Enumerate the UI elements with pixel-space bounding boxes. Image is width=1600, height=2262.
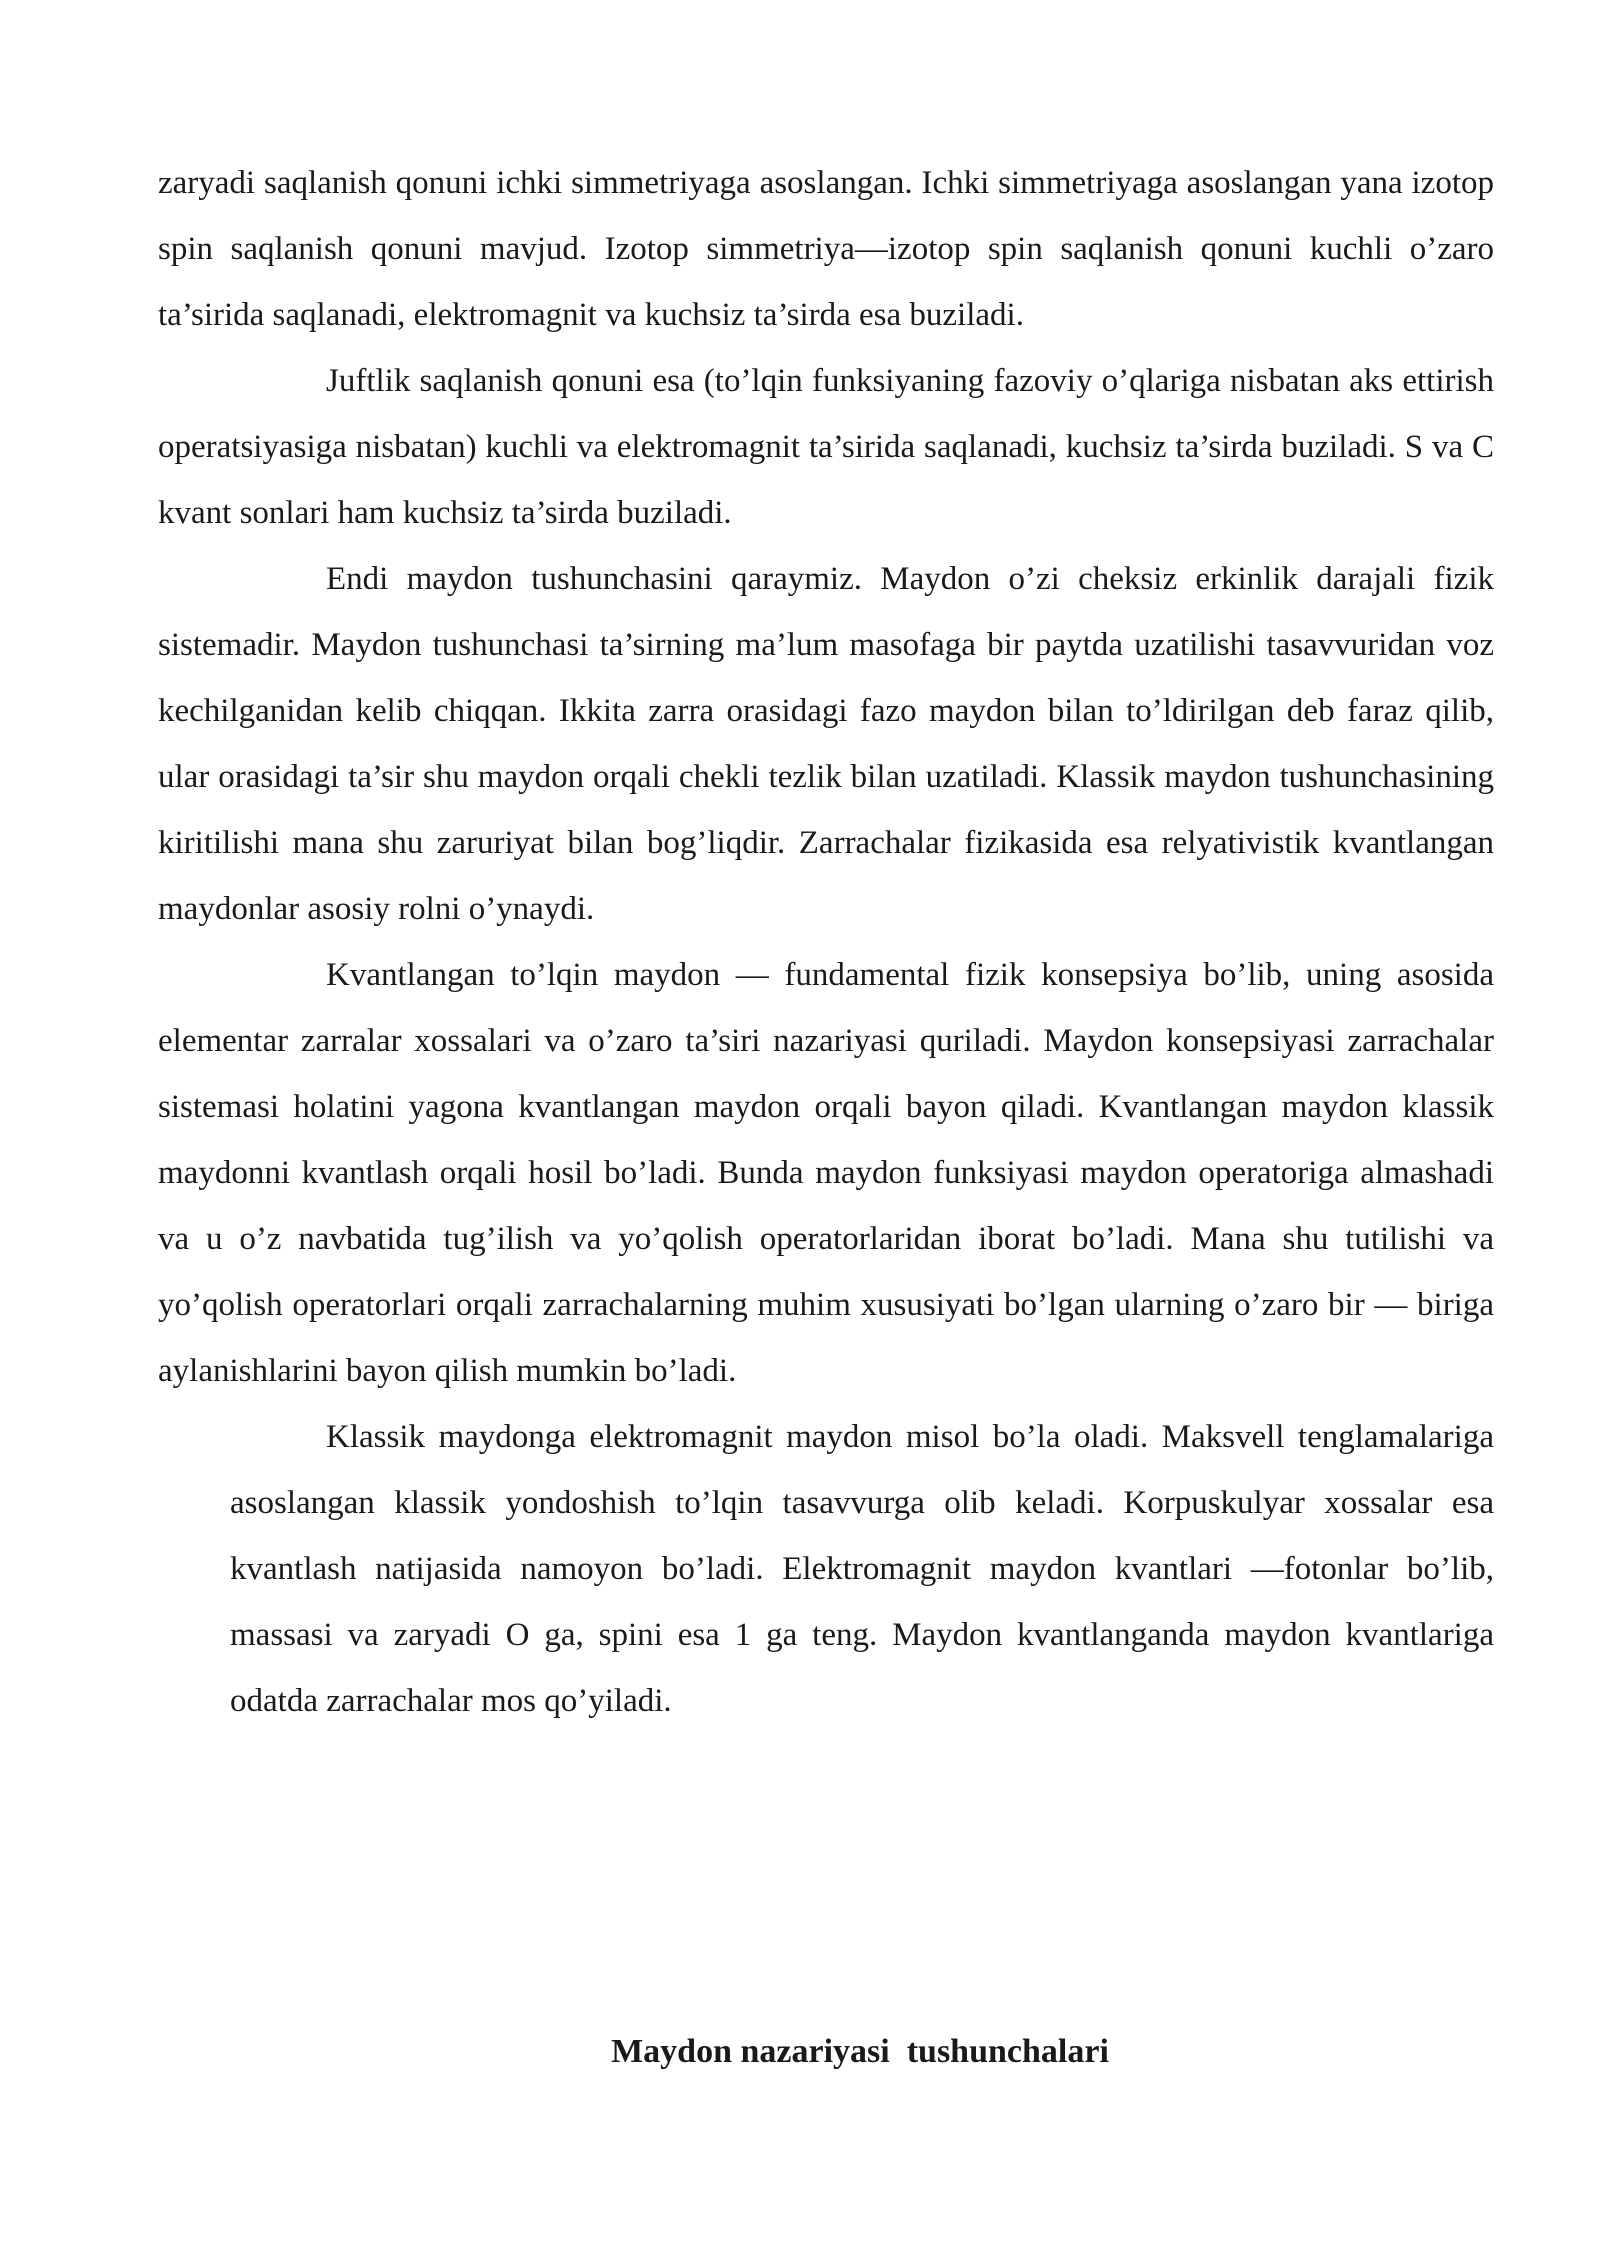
paragraph-parity-conservation: Juftlik saqlanish qonuni esa (to’lqin funksiyaning fazoviy o’qlariga nisbatan aks ettirish operatsiyasiga nisbatan) kuchli va elektromagnit ta’sirida saqlanadi, kuchsiz ta’sirda buziladi. S va C kvant sonlari ham kuchsiz ta’sirda buziladi. xyxy=(158,363,1494,531)
document-body xyxy=(158,150,1494,1734)
paragraph-classical-field: Klassik maydonga elektromagnit maydon misol bo’la oladi. Maksvell tenglamalariga asoslangan klassik yondoshish to’lqin tasavvurga olib keladi. Korpuskulyar xossalar esa kvantlash natijasida namoyon bo’ladi. Elektromagnit maydon kvantlari —fotonlar bo’lib, massasi va zaryadi O ga, spini esa 1 ga teng. Maydon kvantlanganda maydon kvantlariga odatda zarrachalar mos qo’yiladi. xyxy=(230,1419,1494,1719)
paragraph-charge-conservation: zaryadi saqlanish qonuni ichki simmetriyaga asoslangan. Ichki simmetriyaga asoslangan yana izotop spin saqlanish qonuni mavjud. Izotop simmetriya—izotop spin saqlanish qonuni kuchli o’zaro ta’sirida saqlanadi, elektromagnit va kuchsiz ta’sirda esa buziladi. xyxy=(158,165,1494,333)
section-heading: Maydon nazariyasi tushunchalari xyxy=(611,2033,1109,2070)
paragraph-field-concept: Endi maydon tushunchasini qaraymiz. Maydon o’zi cheksiz erkinlik darajali fizik sistemadir. Maydon tushunchasi ta’sirning ma’lum masofaga bir paytda uzatilishi tasavvuridan voz kechilganidan kelib chiqqan. Ikkita zarra orasidagi fazo maydon bilan to’ldirilgan deb faraz qilib, ular orasidagi ta’sir shu maydon orqali chekli tezlik bilan uzatiladi. Klassik maydon tushunchasining kiritilishi mana shu zaruriyat bilan bog’liqdir. Zarrachalar fizikasida esa relyativistik kvantlangan maydonlar asosiy rolni o’ynaydi. xyxy=(158,561,1494,927)
paragraph-quantized-field: Kvantlangan to’lqin maydon — fundamental fizik konsepsiya bo’lib, uning asosida elementar zarralar xossalari va o’zaro ta’siri nazariyasi quriladi. Maydon konsepsiyasi zarrachalar sistemasi holatini yagona kvantlangan maydon orqali bayon qiladi. Kvantlangan maydon klassik maydonni kvantlash orqali hosil bo’ladi. Bunda maydon funksiyasi maydon operatoriga almashadi va u o’z navbatida tug’ilish va yo’qolish operatorlaridan iborat bo’ladi. Mana shu tutilishi va yo’qolish operatorlari orqali zarrachalarning muhim xususiyati bo’lgan ularning o’zaro bir — biriga aylanishlarini bayon qilish mumkin bo’ladi. xyxy=(158,957,1494,1389)
